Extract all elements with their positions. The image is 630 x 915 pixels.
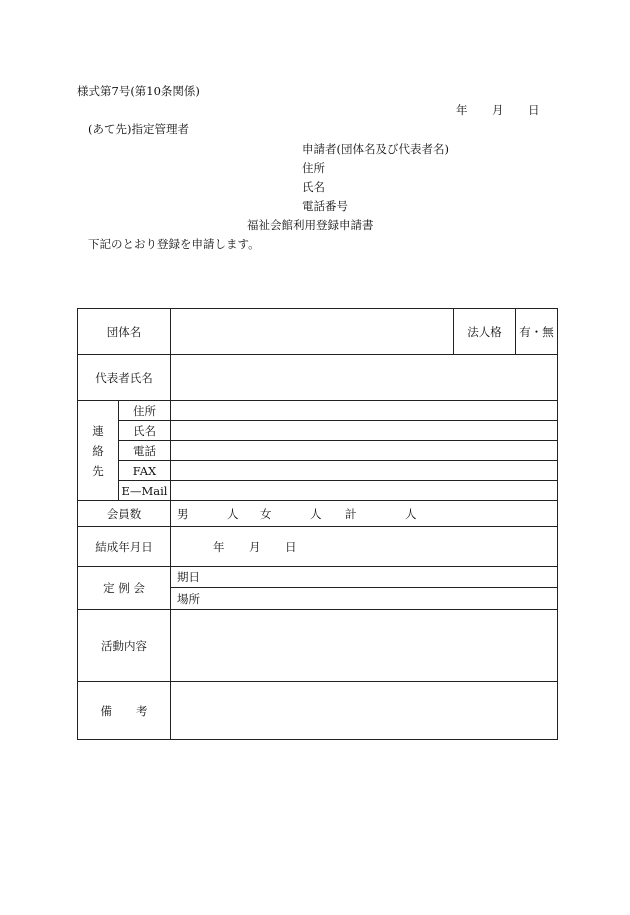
row-representative <box>78 355 558 401</box>
meeting-date-field[interactable]: 期日 <box>171 567 558 588</box>
founded-day: 日 <box>285 539 297 554</box>
row-contact-name <box>78 421 558 441</box>
contact-name-label: 氏名 <box>119 421 171 441</box>
group-name-label: 団体名 <box>78 309 171 355</box>
representative-field[interactable] <box>171 355 558 401</box>
row-contact-phone <box>78 441 558 461</box>
contact-email-field[interactable] <box>171 481 558 501</box>
members-total: 計 <box>345 506 357 521</box>
row-contact-email <box>78 481 558 501</box>
members-unit-1: 人 <box>227 506 239 521</box>
applicant-label: 申請者(団体名及び代表者名) <box>302 142 449 156</box>
members-unit-2: 人 <box>310 506 322 521</box>
contact-phone-field[interactable] <box>171 441 558 461</box>
row-founded <box>78 527 558 567</box>
contact-char-2: 絡 <box>92 443 104 458</box>
remarks-char-1: 備 <box>100 703 112 718</box>
remarks-field[interactable] <box>171 682 558 740</box>
row-contact-fax <box>78 461 558 481</box>
contact-phone-label: 電話 <box>119 441 171 461</box>
representative-label: 代表者氏名 <box>78 355 171 401</box>
remarks-char-2: 考 <box>136 703 148 718</box>
contact-email-label: E—Mail <box>119 481 171 501</box>
members-unit-3: 人 <box>405 506 417 521</box>
contact-fax-label: FAX <box>119 461 171 481</box>
remarks-label <box>78 682 171 740</box>
members-male: 男 <box>177 506 189 521</box>
contact-char-1: 連 <box>92 423 104 438</box>
row-meeting-date <box>78 567 558 588</box>
legal-entity-value[interactable]: 有・無 <box>516 309 558 355</box>
row-activities <box>78 610 558 682</box>
founded-label: 結成年月日 <box>78 527 171 567</box>
intro-text: 下記のとおり登録を申請します。 <box>88 237 260 251</box>
members-field[interactable] <box>171 501 558 527</box>
address-label: 住所 <box>302 161 325 175</box>
activities-field[interactable] <box>171 610 558 682</box>
row-contact-address <box>78 401 558 421</box>
regular-meeting-label: 定 例 会 <box>78 567 171 610</box>
founded-year: 年 <box>213 539 225 554</box>
contact-label <box>78 401 119 501</box>
legal-entity-label: 法人格 <box>454 309 516 355</box>
addressee: (あて先)指定管理者 <box>88 122 189 136</box>
phone-label: 電話番号 <box>302 199 348 213</box>
name-label: 氏名 <box>302 180 325 194</box>
date-year: 年 <box>456 103 468 117</box>
row-remarks <box>78 682 558 740</box>
contact-fax-field[interactable] <box>171 461 558 481</box>
registration-table <box>77 308 558 740</box>
date-month: 月 <box>492 103 504 117</box>
document-title: 福祉会館利用登録申請書 <box>247 218 374 232</box>
meeting-place-field[interactable]: 場所 <box>171 588 558 610</box>
group-name-field[interactable] <box>171 309 454 355</box>
contact-address-label: 住所 <box>119 401 171 421</box>
members-label: 会員数 <box>78 501 171 527</box>
founded-month: 月 <box>249 539 261 554</box>
contact-name-field[interactable] <box>171 421 558 441</box>
row-members <box>78 501 558 527</box>
form-number: 様式第7号(第10条関係) <box>77 84 200 98</box>
contact-address-field[interactable] <box>171 401 558 421</box>
activities-label: 活動内容 <box>78 610 171 682</box>
row-group-name <box>78 309 558 355</box>
founded-field[interactable] <box>171 527 558 567</box>
contact-char-3: 先 <box>92 463 104 478</box>
date-day: 日 <box>528 103 540 117</box>
members-female: 女 <box>260 506 272 521</box>
